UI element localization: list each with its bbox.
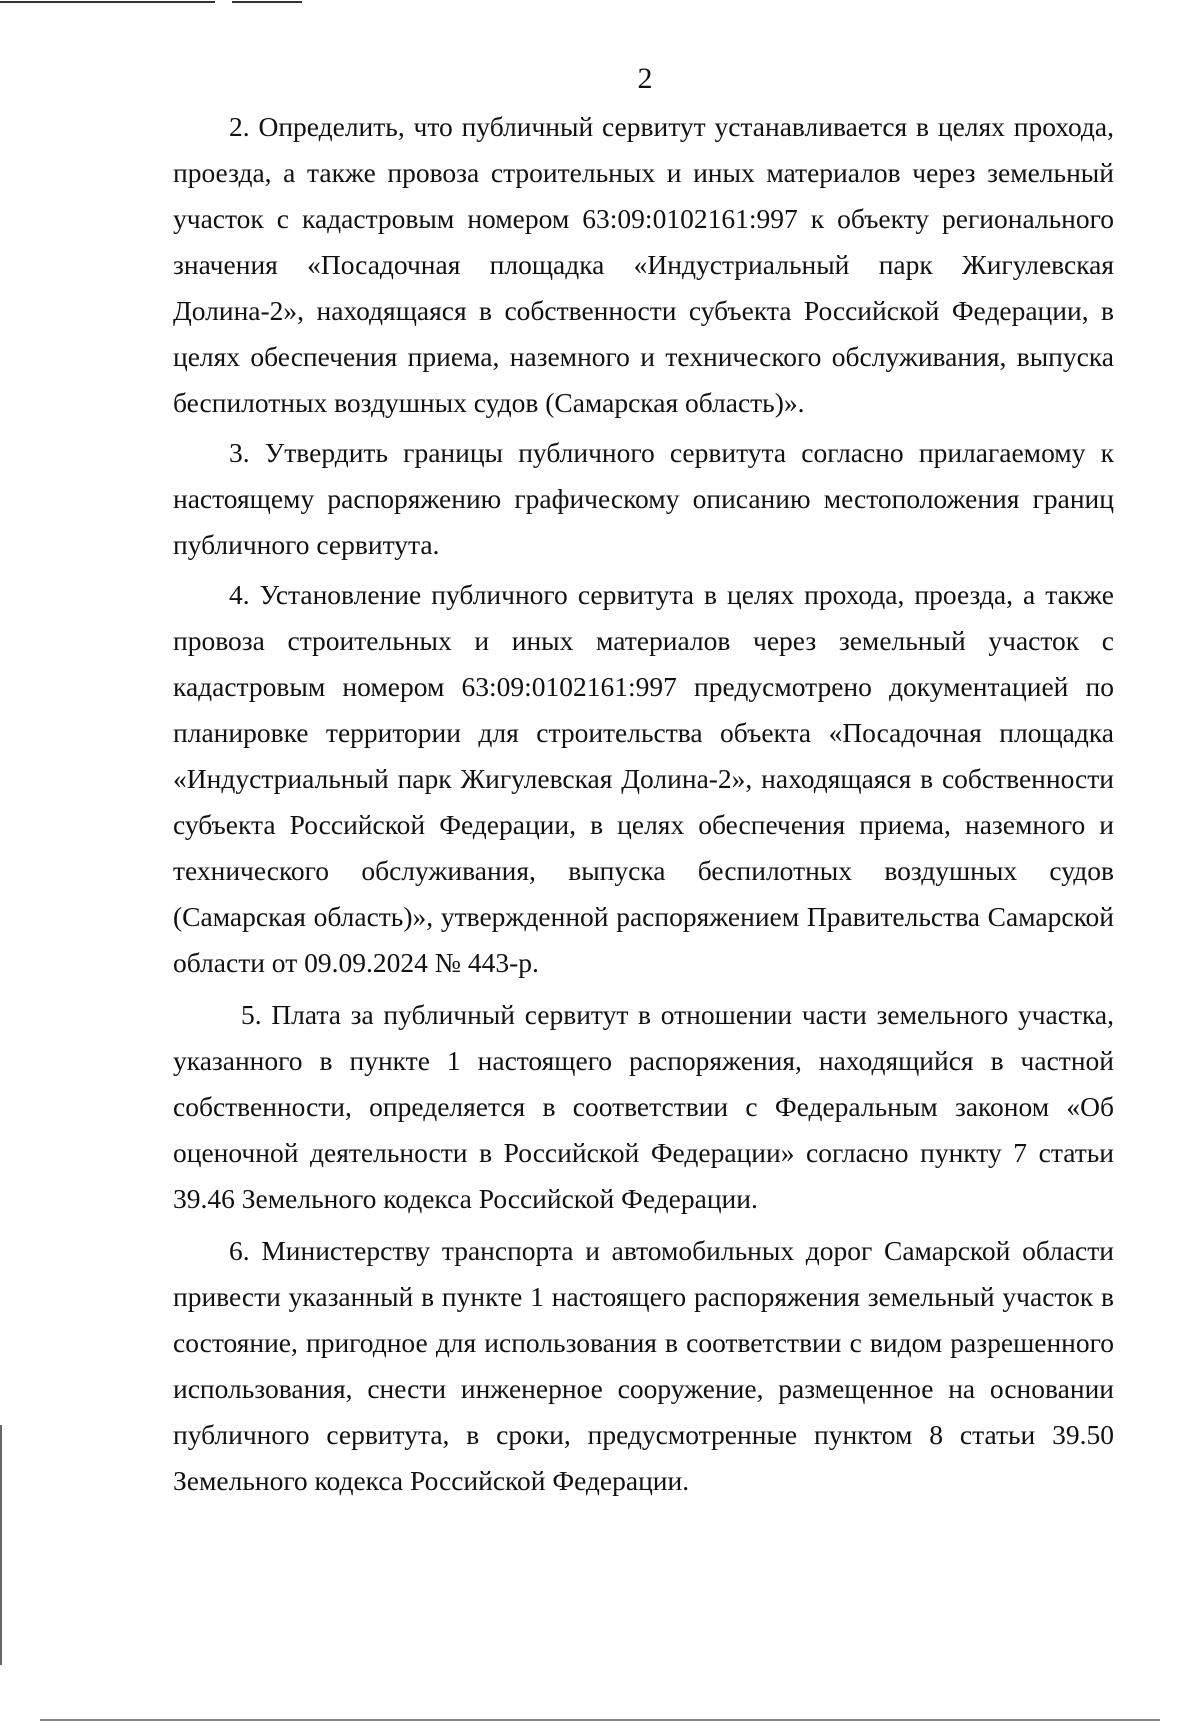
paragraph-2: 2. Определить, что публичный сервитут устанавливается в целях прохода, проезда, а также провоза строительных и иных материалов через земельный участок с кадастровым номером 63:09:0102161:997 к объекту регионального значения «Посадочная площадка «Индустриальный парк Жигулевская Долина-2», находящаяся в собственности субъекта Российской Федерации, в целях обеспечения приема, наземного и технического обслуживания, выпуска беспилотных воздушных судов (Самарская область)».: [173, 111, 1114, 418]
scan-edge-top-mid: [232, 1, 302, 3]
paragraph-5: 5. Плата за публичный сервитут в отношении части земельного участка, указанного в пункте 1 настоящего распоряжения, находящийся в частной собственности, определяется в соответствии с Федеральным законом «Об оценочной деятельности в Российской Федерации» согласно пункту 7 статьи 39.46 Земельного кодекса Российской Федерации.: [173, 999, 1114, 1214]
scan-edge-top-left: [0, 1, 215, 3]
scan-edge-left: [0, 1425, 2, 1665]
document-body: [173, 104, 1114, 1504]
paragraph-6: 6. Министерству транспорта и автомобильных дорог Самарской области привести указанный в пункте 1 настоящего распоряжения земельный участок в состояние, пригодное для использования в соответствии с видом разрешенного использования, снести инженерное сооружение, размещенное на основании публичного сервитута, в сроки, предусмотренные пунктом 8 статьи 39.50 Земельного кодекса Российской Федерации.: [173, 1235, 1114, 1496]
paragraph-4: 4. Установление публичного сервитута в целях прохода, проезда, а также провоза строительных и иных материалов через земельный участок с кадастровым номером 63:09:0102161:997 предусмотрено документацией по планировке территории для строительства объекта «Посадочная площадка «Индустриальный парк Жигулевская Долина-2», находящаяся в собственности субъекта Российской Федерации, в целях обеспечения приема, наземного и технического обслуживания, выпуска беспилотных воздушных судов (Самарская область)», утвержденной распоряжением Правительства Самарской области от 09.09.2024 № 443-р.: [173, 579, 1114, 978]
scan-edge-bottom: [40, 1719, 1160, 1721]
page-number: 2: [637, 62, 653, 95]
paragraph-3: 3. Утвердить границы публичного сервитута согласно прилагаемому к настоящему распоряжению графическому описанию местоположения границ публичного сервитута.: [173, 437, 1114, 560]
